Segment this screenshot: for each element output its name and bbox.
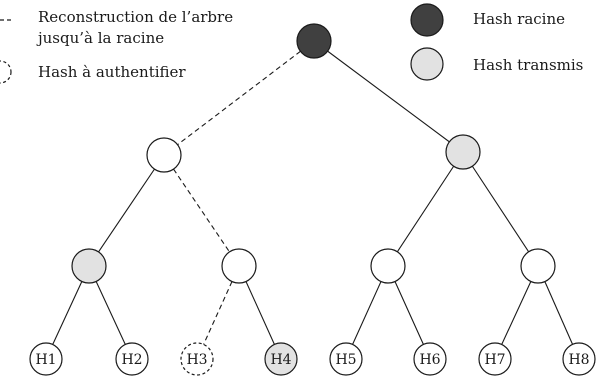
leaf-label-h5: H5: [335, 352, 357, 368]
node-level1-left: [147, 138, 181, 172]
node-level2-c: [371, 249, 405, 283]
leaf-label-h3: H3: [186, 352, 208, 368]
legend-root-circle: [411, 4, 443, 36]
legend-authenticate-label: Hash à authentifier: [38, 63, 186, 81]
leaf-label-h1: H1: [35, 352, 57, 368]
legend-reconstruction-line1: Reconstruction de l’arbre: [38, 8, 234, 26]
leaf-label-h2: H2: [121, 352, 143, 368]
edge-l1b-l2d: [463, 152, 538, 266]
edge-l1a-l2a: [89, 155, 164, 266]
legend-transmitted-circle: [411, 48, 443, 80]
leaf-label-h4: H4: [270, 352, 292, 368]
leaf-label-h7: H7: [484, 352, 506, 368]
node-level2-a: [72, 249, 106, 283]
leaf-label-h6: H6: [419, 352, 441, 368]
legend-root-label: Hash racine: [473, 10, 565, 28]
legend-authenticate-circle: [0, 61, 11, 83]
edge-root-left: [164, 41, 314, 155]
legend-transmitted-label: Hash transmis: [473, 56, 584, 74]
legend-left: [0, 8, 233, 83]
legend-reconstruction-line2: jusqu’à la racine: [38, 29, 165, 47]
node-root: [297, 24, 331, 58]
tree-edges: [46, 41, 579, 359]
node-level2-b: [222, 249, 256, 283]
edge-l1b-l2c: [388, 152, 463, 266]
legend-right: [411, 4, 583, 80]
leaf-label-h8: H8: [568, 352, 590, 368]
node-level1-right: [446, 135, 480, 169]
node-level2-d: [521, 249, 555, 283]
edge-l1a-l2b: [164, 155, 239, 266]
